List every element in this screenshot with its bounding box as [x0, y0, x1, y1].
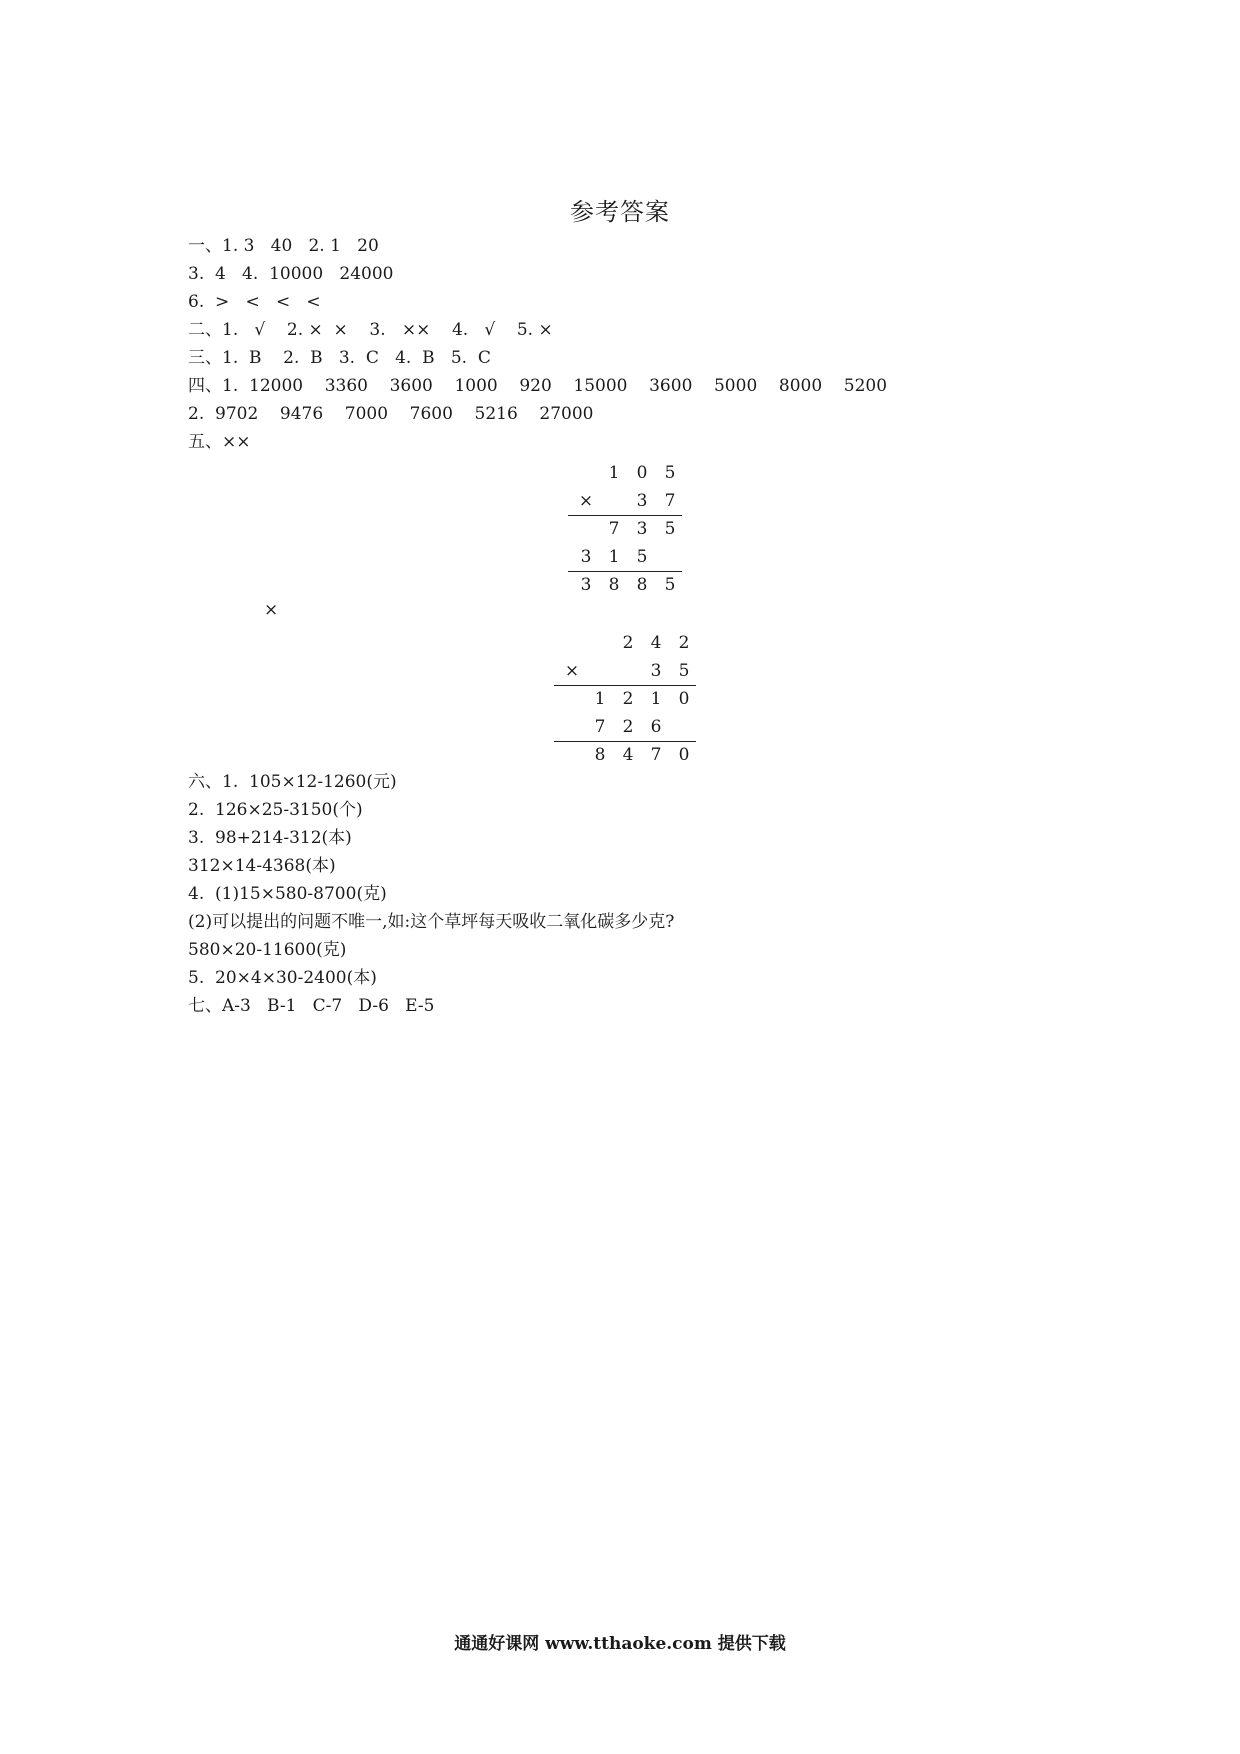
- answer-line-1: 一、1. 3 40 2. 1 20: [188, 236, 379, 256]
- digit: 8: [594, 745, 606, 765]
- calc-row-multiplier: [554, 658, 704, 686]
- answer-line-17: 七、A-3 B-1 C-7 D-6 E-5: [188, 996, 435, 1016]
- answer-line-14: (2)可以提出的问题不唯一,如:这个草坪每天吸收二氧化碳多少克?: [188, 912, 675, 932]
- digit: 6: [650, 717, 662, 737]
- vertical-calc-2: [554, 630, 704, 770]
- answer-line-10: 2. 126×25-3150(个): [188, 800, 363, 820]
- digit: 4: [650, 633, 662, 653]
- calc-row-partial-2: [568, 544, 688, 572]
- digit: 7: [594, 717, 606, 737]
- digit: 0: [678, 689, 690, 709]
- answer-line-7: 2. 9702 9476 7000 7600 5216 27000: [188, 404, 594, 424]
- vertical-calc-1: [568, 460, 688, 600]
- digit: 2: [678, 633, 690, 653]
- digit: 2: [622, 689, 634, 709]
- calc-row-partial-1: [568, 516, 688, 544]
- digit: 5: [678, 661, 690, 681]
- calc-row-partial-1: [554, 686, 704, 714]
- answer-line-9: 六、1. 105×12-1260(元): [188, 772, 397, 792]
- answer-line-8: 五、××: [188, 432, 251, 452]
- answer-line-16: 5. 20×4×30-2400(本): [188, 968, 377, 988]
- calc-row-multiplicand: [554, 630, 704, 658]
- digit: 1: [650, 689, 662, 709]
- digit: 4: [622, 745, 634, 765]
- answer-line-4: 二、1. √ 2. × × 3. ×× 4. √ 5. ×: [188, 320, 553, 340]
- answer-line-5: 三、1. B 2. B 3. C 4. B 5. C: [188, 348, 491, 368]
- digit: 0: [678, 745, 690, 765]
- calc-row-result: [554, 742, 704, 770]
- answer-line-2: 3. 4 4. 10000 24000: [188, 264, 394, 284]
- digit: 1: [608, 463, 620, 483]
- footer-credit: 通通好课网 www.tthaoke.com 提供下载: [454, 1634, 786, 1654]
- digit: 3: [580, 547, 592, 567]
- answer-line-13: 4. (1)15×580-8700(克): [188, 884, 387, 904]
- digit: 0: [636, 463, 648, 483]
- digit: 5: [664, 519, 676, 539]
- calc-row-result: [568, 572, 688, 600]
- times-sign: ×: [564, 661, 580, 681]
- digit: 1: [608, 547, 620, 567]
- digit: 5: [664, 463, 676, 483]
- calc-row-multiplicand: [568, 460, 688, 488]
- stray-times-mark: ×: [264, 600, 279, 620]
- answer-line-11: 3. 98+214-312(本): [188, 828, 352, 848]
- digit: 3: [580, 575, 592, 595]
- digit: 3: [650, 661, 662, 681]
- digit: 2: [622, 633, 634, 653]
- digit: 3: [636, 519, 648, 539]
- calc-row-partial-2: [554, 714, 704, 742]
- answer-line-3: 6. > < < <: [188, 292, 321, 312]
- times-sign: ×: [578, 491, 594, 511]
- answer-line-6: 四、1. 12000 3360 3600 1000 920 15000 3600 5000 8000 5200: [188, 376, 888, 396]
- digit: 8: [608, 575, 620, 595]
- digit: 7: [608, 519, 620, 539]
- digit: 5: [636, 547, 648, 567]
- digit: 2: [622, 717, 634, 737]
- digit: 3: [636, 491, 648, 511]
- answer-line-15: 580×20-11600(克): [188, 940, 347, 960]
- calc-row-multiplier: [568, 488, 688, 516]
- page-title: 参考答案: [570, 198, 670, 226]
- digit: 7: [664, 491, 676, 511]
- digit: 8: [636, 575, 648, 595]
- digit: 5: [664, 575, 676, 595]
- digit: 7: [650, 745, 662, 765]
- digit: 1: [594, 689, 606, 709]
- answer-line-12: 312×14-4368(本): [188, 856, 336, 876]
